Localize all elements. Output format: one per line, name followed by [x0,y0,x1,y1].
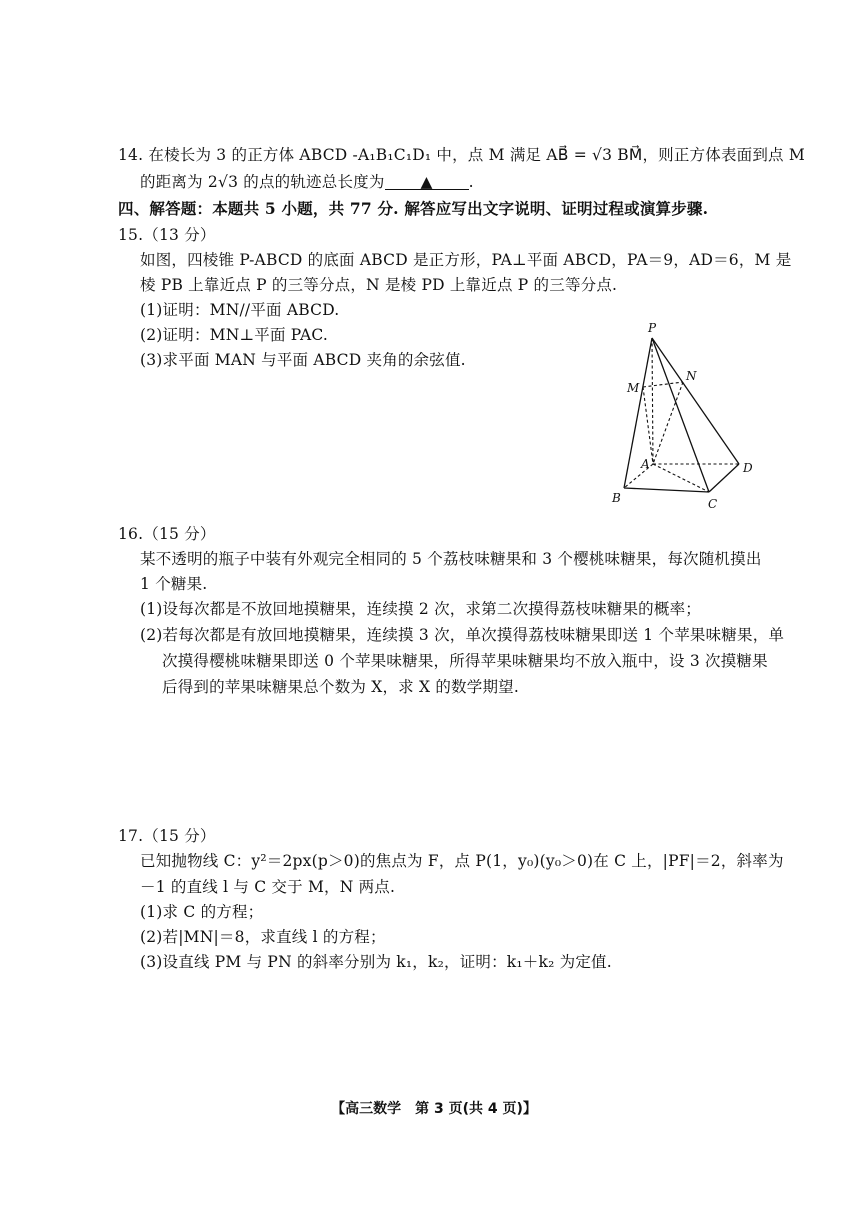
q17-number: 17.（15 分） [118,827,216,845]
label-D: D [743,461,753,475]
q14-line1: 14. 在棱长为 3 的正方体 ABCD -A₁B₁C₁D₁ 中，点 M 满足 AB⃗ = √3 BM⃗，则正方体表面到点 M [118,146,805,164]
segment-MN [643,382,683,387]
q15-part2: (2)证明：MN⊥平面 PAC. [140,326,329,344]
q15-number: 15.（13 分） [118,226,216,244]
q17-line2: －1 的直线 l 与 C 交于 M，N 两点. [140,878,396,896]
q16-number: 16.（15 分） [118,525,216,543]
q17-part3: (3)设直线 PM 与 PN 的斜率分别为 k₁，k₂，证明：k₁＋k₂ 为定值. [140,953,612,971]
pyramid-figure [600,318,770,518]
label-A: A [641,457,650,471]
label-M: M [627,381,640,395]
q16-part2-line3: 后得到的苹果味糖果总个数为 X，求 X 的数学期望. [162,678,519,696]
label-C: C [708,497,718,511]
q17-part2: (2)若|MN|＝8，求直线 l 的方程； [140,928,386,946]
edge-PD [652,338,739,464]
q16-part2-line2: 次摸得樱桃味糖果即送 0 个苹果味糖果，所得苹果味糖果均不放入瓶中，设 3 次摸糖果 [162,652,768,670]
q17-part1: (1)求 C 的方程； [140,903,264,921]
q15-line2: 棱 PB 上靠近点 P 的三等分点，N 是棱 PD 上靠近点 P 的三等分点. [140,276,618,294]
edge-BC [624,488,709,492]
page-footer: 【高三数学 第 3 页(共 4 页)】 [331,1101,537,1117]
triangle-mark: ▲ [420,173,433,191]
q15-part1: (1)证明：MN//平面 ABCD. [140,301,340,319]
edge-PC [652,338,709,492]
q17-line1: 已知抛物线 C：y²＝2px(p＞0)的焦点为 F，点 P(1，y₀)(y₀＞0)在 C 上，|PF|＝2，斜率为 [140,852,784,870]
answer-blank [385,172,469,190]
q16-part1: (1)设每次都是不放回地摸糖果，连续摸 2 次，求第二次摸得荔枝味糖果的概率； [140,600,701,618]
edge-PA [652,338,653,464]
q16-part2-line1: (2)若每次都是有放回地摸糖果，连续摸 3 次，单次摸得荔枝味糖果即送 1 个苹果味糖果，单 [140,626,785,644]
q14-line2 [140,172,474,192]
label-B: B [612,491,621,505]
edge-CD [709,464,739,492]
q15-part3: (3)求平面 MAN 与平面 ABCD 夹角的余弦值. [140,351,466,369]
q16-line2: 1 个糖果. [140,575,208,593]
q16-line1: 某不透明的瓶子中装有外观完全相同的 5 个荔枝味糖果和 3 个樱桃味糖果，每次随机摸出 [140,550,762,568]
section-heading: 四、解答题：本题共 5 小题，共 77 分. 解答应写出文字说明、证明过程或演算步骤. [118,199,709,218]
segment-MA [643,387,653,464]
q14-line2-text: 的距离为 2√3 的点的轨迹总长度为 [140,173,385,191]
q14-line2-end: . [468,173,474,191]
segment-NA [653,382,683,464]
label-P: P [648,321,657,335]
q15-line1: 如图，四棱锥 P-ABCD 的底面 ABCD 是正方形，PA⊥平面 ABCD，PA＝9，AD＝6，M 是 [140,251,792,269]
label-N: N [686,369,697,383]
